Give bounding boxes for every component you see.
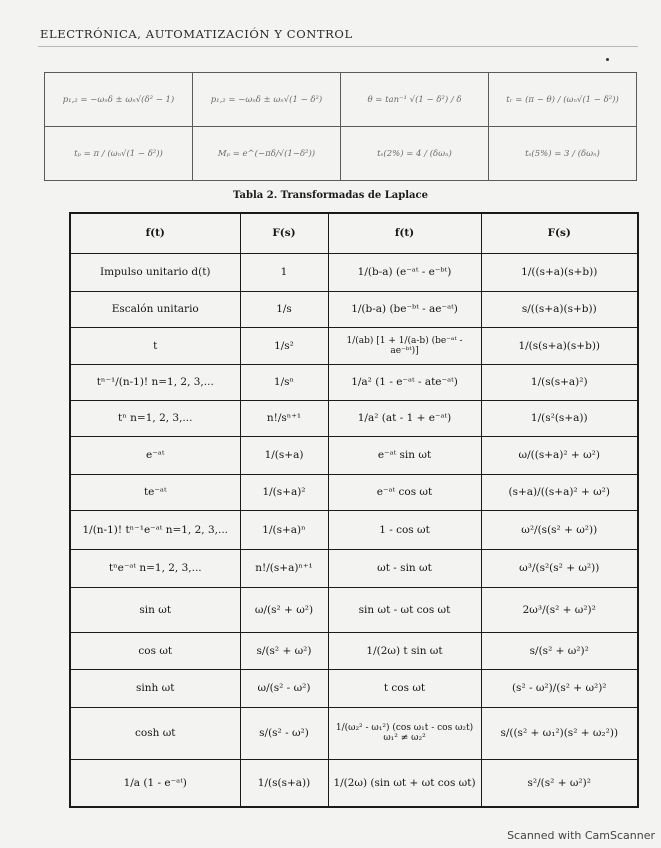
fs-cell: 1 <box>240 253 328 291</box>
ft-cell: Escalón unitario <box>70 291 240 327</box>
table-row <box>70 327 638 364</box>
table-row <box>70 587 638 632</box>
ft-cell: 1/a² (1 - e⁻ᵃᵗ - ate⁻ᵃᵗ) <box>328 364 481 400</box>
fs-cell: 1/(s+a)² <box>240 474 328 510</box>
ft-cell: 1 - cos ωt <box>328 510 481 549</box>
table-row <box>70 400 638 436</box>
formula-cell: p₁,₂ = −ωₙδ ± ωₙ√(δ² − 1) <box>45 73 193 127</box>
fs-cell: 1/(s+a)ⁿ <box>240 510 328 549</box>
ft-cell: e⁻ᵃᵗ cos ωt <box>328 474 481 510</box>
column-header-ft: f(t) <box>328 213 481 253</box>
ft-cell: te⁻ᵃᵗ <box>70 474 240 510</box>
ft-cell: 1/a (1 - e⁻ᵃᵗ) <box>70 759 240 807</box>
table-header-row <box>70 213 638 253</box>
table-row <box>70 364 638 400</box>
ft-cell: sin ωt - ωt cos ωt <box>328 587 481 632</box>
scanner-watermark: Scanned with CamScanner <box>507 829 655 842</box>
fs-cell: s/((s² + ω₁²)(s² + ω₂²)) <box>481 707 638 759</box>
column-header-ft: f(t) <box>70 213 240 253</box>
fs-cell: 1/(s(s+a)) <box>240 759 328 807</box>
fs-cell: n!/(s+a)ⁿ⁺¹ <box>240 549 328 587</box>
column-header-fs: F(s) <box>481 213 638 253</box>
ft-cell: Impulso unitario d(t) <box>70 253 240 291</box>
table-row <box>70 291 638 327</box>
fs-cell: (s+a)/((s+a)² + ω²) <box>481 474 638 510</box>
formula-cell: tₚ = π / (ωₙ√(1 − δ²)) <box>45 127 193 181</box>
fs-cell: s/(s² - ω²) <box>240 707 328 759</box>
speck-mark <box>606 58 609 61</box>
fs-cell: (s² - ω²)/(s² + ω²)² <box>481 669 638 707</box>
fs-cell: 2ω³/(s² + ω²)² <box>481 587 638 632</box>
formula-cell: p₁,₂ = −ωₙδ ± ωₙ√(1 − δ²) <box>193 73 341 127</box>
ft-cell: e⁻ᵃᵗ <box>70 436 240 474</box>
table-row <box>70 510 638 549</box>
fs-cell: 1/(s+a) <box>240 436 328 474</box>
ft-cell: 1/(b-a) (be⁻ᵇᵗ - ae⁻ᵃᵗ) <box>328 291 481 327</box>
ft-cell: 1/a² (at - 1 + e⁻ᵃᵗ) <box>328 400 481 436</box>
fs-cell: 1/(s(s+a)²) <box>481 364 638 400</box>
ft-cell: t cos ωt <box>328 669 481 707</box>
fs-cell: s²/(s² + ω²)² <box>481 759 638 807</box>
fs-cell: ω/(s² + ω²) <box>240 587 328 632</box>
ft-cell: 1/(ω₂² - ω₁²) (cos ω₁t - cos ω₂t) ω₁² ≠ ω₂² <box>328 707 481 759</box>
table-row <box>70 759 638 807</box>
ft-cell: 1/(2ω) t sin ωt <box>328 632 481 669</box>
fs-cell: 1/(s²(s+a)) <box>481 400 638 436</box>
fs-cell: s/(s² + ω²)² <box>481 632 638 669</box>
ft-cell: 1/(b-a) (e⁻ᵃᵗ - e⁻ᵇᵗ) <box>328 253 481 291</box>
fs-cell: n!/sⁿ⁺¹ <box>240 400 328 436</box>
table-row <box>70 474 638 510</box>
fs-cell: 1/s² <box>240 327 328 364</box>
table-caption: Tabla 2. Transformadas de Laplace <box>233 190 428 201</box>
fs-cell: 1/(s(s+a)(s+b)) <box>481 327 638 364</box>
fs-cell: 1/s <box>240 291 328 327</box>
formula-cell: tᵣ = (π − θ) / (ωₙ√(1 − δ²)) <box>489 73 637 127</box>
header-rule <box>38 46 638 47</box>
table-row <box>70 707 638 759</box>
ft-cell: 1/(ab) [1 + 1/(a-b) (be⁻ᵃᵗ - ae⁻ᵇᵗ)] <box>328 327 481 364</box>
ft-cell: tⁿ⁻¹/(n-1)! n=1, 2, 3,... <box>70 364 240 400</box>
fs-cell: s/((s+a)(s+b)) <box>481 291 638 327</box>
ft-cell: sin ωt <box>70 587 240 632</box>
table-row <box>70 669 638 707</box>
fs-cell: ω²/(s(s² + ω²)) <box>481 510 638 549</box>
ft-cell: t <box>70 327 240 364</box>
document-header: ELECTRÓNICA, AUTOMATIZACIÓN Y CONTROL <box>40 27 353 41</box>
fs-cell: 1/((s+a)(s+b)) <box>481 253 638 291</box>
fs-cell: ω/((s+a)² + ω²) <box>481 436 638 474</box>
fs-cell: ω/(s² - ω²) <box>240 669 328 707</box>
formula-cell: tₛ(5%) = 3 / (δωₙ) <box>489 127 637 181</box>
fs-cell: ω³/(s²(s² + ω²)) <box>481 549 638 587</box>
ft-cell: cosh ωt <box>70 707 240 759</box>
formula-cell: tₛ(2%) = 4 / (δωₙ) <box>341 127 489 181</box>
table-row <box>45 73 637 127</box>
ft-cell: cos ωt <box>70 632 240 669</box>
laplace-transforms-table <box>69 212 639 808</box>
ft-cell: sinh ωt <box>70 669 240 707</box>
ft-cell: 1/(n-1)! tⁿ⁻¹e⁻ᵃᵗ n=1, 2, 3,... <box>70 510 240 549</box>
ft-cell: tⁿ n=1, 2, 3,... <box>70 400 240 436</box>
table-row <box>70 253 638 291</box>
fs-cell: 1/sⁿ <box>240 364 328 400</box>
fs-cell: s/(s² + ω²) <box>240 632 328 669</box>
response-formulas-table <box>44 72 637 181</box>
table-row <box>70 436 638 474</box>
formula-cell: θ = tan⁻¹ √(1 − δ²) / δ <box>341 73 489 127</box>
table-row <box>70 549 638 587</box>
ft-cell: ωt - sin ωt <box>328 549 481 587</box>
column-header-fs: F(s) <box>240 213 328 253</box>
ft-cell: e⁻ᵃᵗ sin ωt <box>328 436 481 474</box>
table-row <box>45 127 637 181</box>
ft-cell: 1/(2ω) (sin ωt + ωt cos ωt) <box>328 759 481 807</box>
formula-cell: Mₚ = e^(−πδ/√(1−δ²)) <box>193 127 341 181</box>
ft-cell: tⁿe⁻ᵃᵗ n=1, 2, 3,... <box>70 549 240 587</box>
table-row <box>70 632 638 669</box>
